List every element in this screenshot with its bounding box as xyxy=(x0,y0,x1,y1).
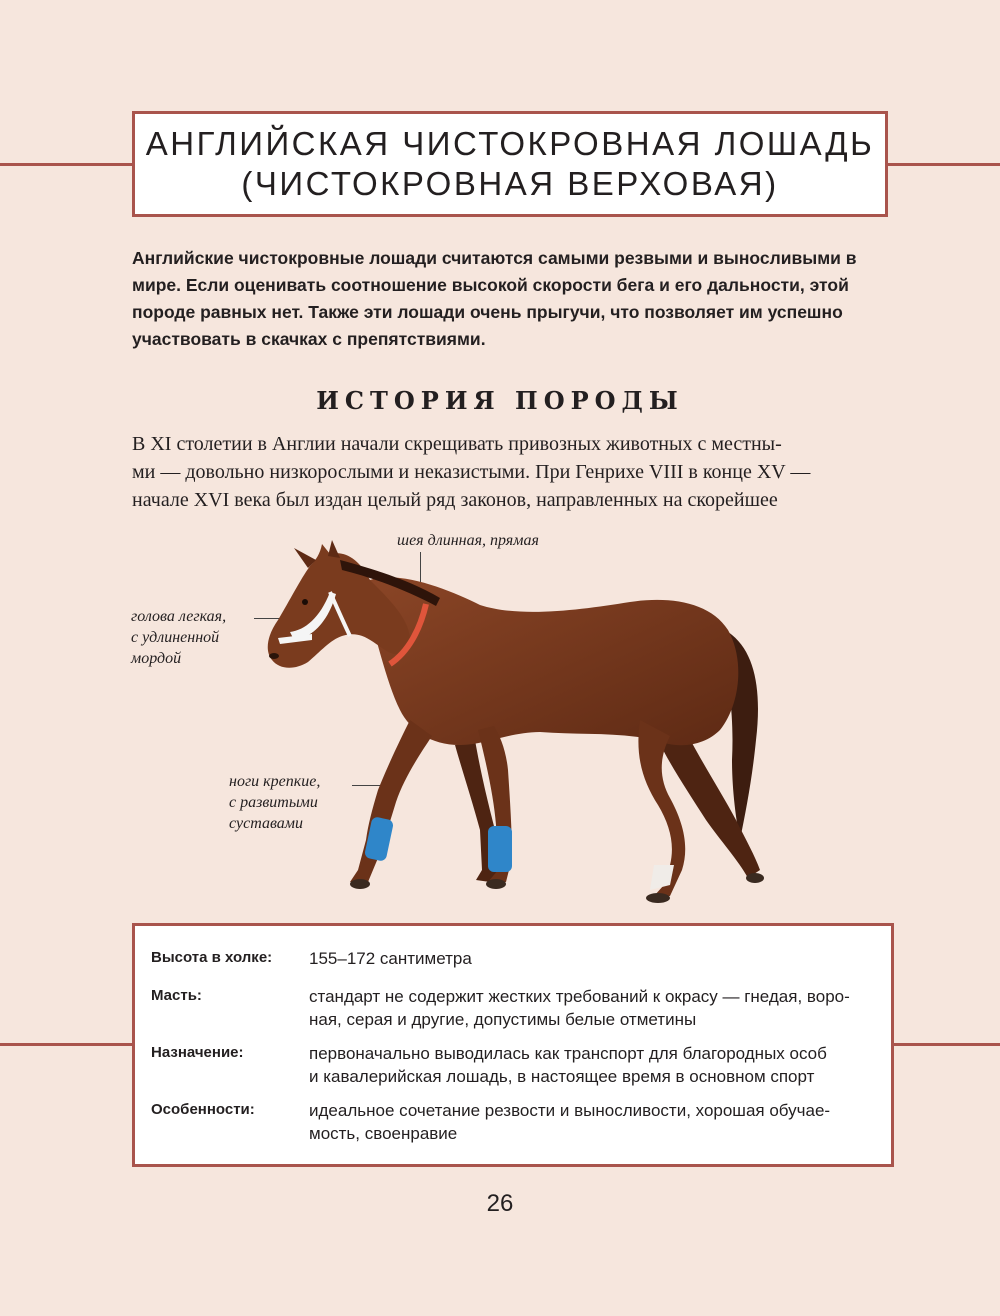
annotation-legs-line: с развитыми xyxy=(229,794,318,811)
history-line: ми — довольно низкорослыми и неказистыми. При Генрихе VIII в конце XV — xyxy=(132,461,811,483)
info-value-line: и кавалерийская лошадь, в настоящее время в основном спорт xyxy=(309,1067,815,1086)
info-value xyxy=(309,1042,827,1088)
history-line: В XI столетии в Англии начали скрещивать привозных животных с местны- xyxy=(132,433,782,455)
history-line: начале XVI века был издан целый ряд законов, направленных на скорейшее xyxy=(132,489,778,511)
page-title-line-1: АНГЛИЙСКАЯ ЧИСТОКРОВНАЯ ЛОШАДЬ xyxy=(145,125,875,162)
horse-illustration xyxy=(250,540,770,910)
info-value-line: идеальное сочетание резвости и выносливости, хорошая обучае- xyxy=(309,1101,831,1120)
annotation-legs-line: ноги крепкие, xyxy=(229,773,321,790)
info-key: Масть: xyxy=(151,987,202,1004)
annotation-head-line: с удлиненной xyxy=(131,629,220,646)
page-title-line-2: (ЧИСТОКРОВНАЯ ВЕРХОВАЯ) xyxy=(241,165,779,202)
history-paragraph xyxy=(132,430,898,514)
info-value-line: стандарт не содержит жестких требований к окрасу — гнедая, воро- xyxy=(309,987,850,1006)
info-value xyxy=(309,1099,830,1145)
annotation-legs-line: суставами xyxy=(229,815,303,832)
section-heading-history: ИСТОРИЯ ПОРОДЫ xyxy=(316,386,684,415)
info-key: Назначение: xyxy=(151,1044,244,1061)
info-key: Особенности: xyxy=(151,1101,255,1118)
page-number: 26 xyxy=(486,1190,514,1217)
info-rule-left xyxy=(0,1043,132,1046)
info-key: Высота в холке: xyxy=(151,949,273,966)
info-rule-right xyxy=(894,1043,1000,1046)
info-value xyxy=(309,985,850,1031)
info-value xyxy=(309,947,472,970)
info-value-line: мость, своенравие xyxy=(309,1124,458,1143)
title-rule-right xyxy=(888,163,1000,166)
breed-info-box xyxy=(132,923,894,1167)
annotation-neck: шея длинная, прямая xyxy=(397,532,539,549)
info-value-line: ная, серая и другие, допустимы белые отметины xyxy=(309,1010,697,1029)
title-rule-left xyxy=(0,163,132,166)
lead-paragraph: Английские чистокровные лошади считаются самыми резвыми и выносливыми в мире. Если оценивать соотношение высокой скорости бега и его дальности, этой породе равных нет. Также эти лошади очень прыгучи, что позволяет им успешно участвовать в скачках с препятствиями. xyxy=(132,248,857,349)
title-box xyxy=(132,111,888,217)
annotation-head-line: мордой xyxy=(131,650,182,667)
info-value-line: первоначально выводилась как транспорт для благородных особ xyxy=(309,1044,827,1063)
info-value-line: 155–172 сантиметра xyxy=(309,949,472,968)
annotation-head xyxy=(131,606,226,669)
annotation-head-line: голова легкая, xyxy=(131,608,227,625)
